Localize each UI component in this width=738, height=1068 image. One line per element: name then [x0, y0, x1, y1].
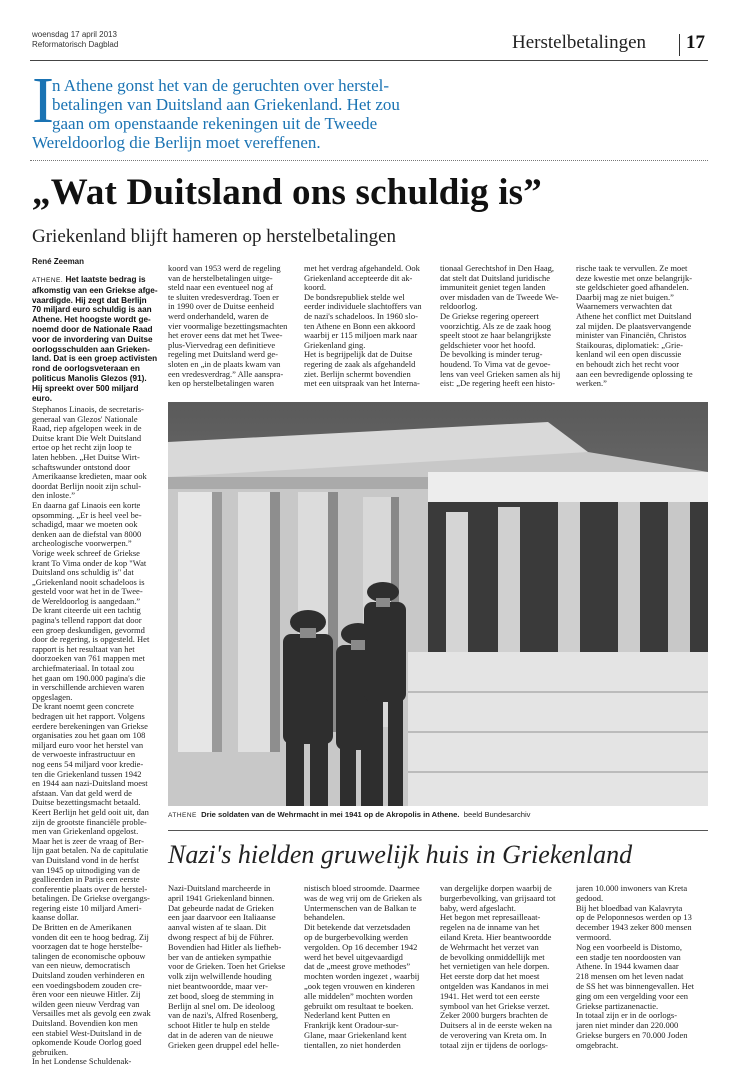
- intro-line: betalingen van Duitsland aan Griekenland. Het zou: [52, 95, 400, 114]
- text-line: Staikouras, diplomatiek: „Grie-: [576, 340, 683, 350]
- text-line: regering eiste 10 miljard Ameri-: [32, 903, 142, 913]
- text-line: april 1941 Griekenland binnen.: [168, 893, 275, 903]
- text-line: Nazi-Duitsland marcheerde in: [168, 884, 271, 893]
- text-line: En daarna gaf Linaois een korte: [32, 500, 141, 510]
- byline: René Zeeman: [32, 257, 85, 266]
- text-line: Duitsland. Bovendien kon men: [32, 1019, 138, 1028]
- article-column-5: [576, 264, 706, 389]
- text-line: lens van veel Grieken samen als hij: [440, 369, 561, 379]
- text-line: Glane, maar Griekenland kent: [304, 1030, 407, 1040]
- text-line: de nazi's schadeloos. In 1960 slo-: [304, 311, 418, 321]
- text-line: men van Griekenland opgelost.: [32, 827, 139, 837]
- intro-line: n Athene gonst het van de geruchten over herstel-: [52, 76, 390, 95]
- text-line: dwong respect af bij de Führer.: [168, 932, 274, 942]
- text-line: ten Athene en Bonn een akkoord: [304, 321, 416, 331]
- text-line: vermoord.: [576, 932, 612, 942]
- text-line: krant To Vima onder de kop "Wat: [32, 558, 147, 568]
- text-line: Athene het conflict met Duitsland: [576, 311, 692, 321]
- text-line: Athene. Het hoogste wordt ge-: [32, 315, 151, 325]
- text-line: mochten worden ingezet , waarbij: [304, 972, 420, 982]
- text-line: den inloste.”: [32, 491, 75, 501]
- text-line: een stabiel West-Duitsland in de: [32, 1028, 142, 1038]
- text-line: afstaan. Van dat geld werd de: [32, 788, 132, 798]
- text-line: behandelen.: [304, 913, 345, 923]
- text-line: ontgelden was Kandanos in mei: [440, 981, 549, 991]
- text-line: De bondsrepubliek stelde wel: [304, 292, 405, 302]
- text-line: ken op herstelbetalingen waren: [168, 379, 274, 389]
- text-line: nog eens 54 miljard voor kredie-: [32, 759, 144, 769]
- text-line: Grieken geen druppel edel helle-: [168, 1040, 280, 1050]
- article-column-3: [304, 264, 432, 389]
- text-line: Duitsland zouden verhinderen en: [32, 971, 145, 981]
- text-line: denken aan de diefstal van 8000: [32, 529, 142, 539]
- text-line: Vorige week schreef de Griekse: [32, 548, 140, 558]
- text-line: Het eerste dorp dat het moest: [440, 972, 540, 982]
- text-line: geallieerden in Parijs een eerste: [32, 875, 140, 885]
- text-line: sloten en „in de plaats kwam van: [168, 359, 281, 369]
- text-line: houdend. To Vima vat de gevoe-: [440, 359, 551, 369]
- text-line: Griekse partizanenactie.: [576, 1001, 659, 1011]
- text-line: „ook tegen vrouwen en kinderen: [304, 981, 415, 991]
- text-line: de verwoeste infrastructuur en: [32, 750, 136, 760]
- intro-text: [32, 76, 462, 152]
- text-line: waarbij er 115 miljoen mark naar: [304, 331, 418, 341]
- text-line: een groep deskundigen, gevormd: [32, 625, 145, 635]
- second-article-column-3: [440, 884, 568, 1051]
- text-line: gesteld voor wat het in de Twee-: [32, 587, 143, 597]
- text-line: volk zijn welwillende houding: [168, 972, 272, 982]
- text-line: Zeker 2000 burgers brachten de: [440, 1011, 548, 1021]
- text-line: koord van 1953 werd de regeling: [168, 264, 281, 273]
- text-line: nistisch bloed stroomde. Daarmee: [304, 884, 420, 893]
- text-line: In het Londense Schuldenak-: [32, 1057, 132, 1067]
- text-line: het vernietigen van hele dorpen.: [440, 962, 550, 972]
- text-line: schoot Hitler te hulp en stelde: [168, 1021, 270, 1031]
- second-article-column-1: [168, 884, 296, 1051]
- text-line: totaal zijn er tijdens de oorlogs-: [440, 1040, 548, 1050]
- text-line: eist: „De regering heeft een histo-: [440, 379, 555, 389]
- text-line: koord.: [304, 283, 326, 293]
- text-line: 70 miljard euro schuldig is aan: [32, 305, 152, 315]
- article-column-4: [440, 264, 568, 389]
- text-line: werken.”: [576, 379, 607, 389]
- dateline: ATHENE.: [32, 277, 64, 284]
- text-line: politicus Manolis Glezos (91).: [32, 373, 147, 383]
- text-line: Griekse burgers en 70.000 Joden: [576, 1030, 688, 1040]
- text-line: omgebracht.: [576, 1040, 619, 1050]
- text-line: deze kwestie met onze belangrijk-: [576, 273, 693, 283]
- text-line: en behoudt zich het recht voor: [576, 359, 680, 369]
- text-line: plus-Viervedrag een definitieve: [168, 340, 276, 350]
- text-line: een vredesverdrag.” Alle aanspra-: [168, 369, 284, 379]
- text-line: De Griekse regering opereert: [440, 311, 539, 321]
- text-line: Frankrijk kent Oradour-sur-: [304, 1021, 399, 1031]
- text-line: aan een bevredigende oplossing te: [576, 369, 693, 379]
- text-line: In totaal zijn er in de oorlogs-: [576, 1011, 678, 1021]
- text-line: Versailles met als gevolg een zwak: [32, 1009, 151, 1019]
- issue-date: woensdag 17 april 2013: [32, 30, 117, 39]
- header-divider: [679, 34, 680, 56]
- article-lede: [32, 275, 160, 403]
- text-line: Dit betekende dat verzetsdaden: [304, 923, 411, 933]
- newspaper-name: Reformatorisch Dagblad: [32, 40, 119, 49]
- text-line: ging om een vergelding voor een: [576, 991, 688, 1001]
- page-number: 17: [686, 32, 705, 53]
- text-line: tientallen, zo niet honderden: [304, 1040, 401, 1050]
- photo-caption: [168, 810, 708, 819]
- text-line: pagina's tellend rapport dat door: [32, 616, 142, 626]
- text-line: Daarbij mag ze niet buigen.”: [576, 292, 674, 302]
- text-line: Nog een voorbeeld is Distomo,: [576, 942, 682, 952]
- text-line: opgeslagen.: [32, 692, 73, 702]
- photo-illustration: [168, 402, 708, 806]
- text-line: gedood.: [576, 893, 604, 903]
- text-line: rische taak te vervullen. Ze moet: [576, 264, 688, 273]
- text-line: zijn de grootste financiële proble-: [32, 817, 147, 827]
- text-line: in 1990 over de Duitse eenheid: [168, 302, 274, 312]
- second-article-headline: Nazi's hielden gruwelijk huis in Griekenland: [168, 840, 633, 869]
- text-line: speelt stoot ze haar belangrijkste: [440, 331, 551, 341]
- text-line: archeologische voorwerpen.”: [32, 539, 132, 549]
- masthead-info: [32, 30, 118, 50]
- header-rule: [30, 60, 708, 61]
- text-line: Amerikaanse kredieten, maar ook: [32, 472, 147, 482]
- text-line: Untermenschen van de Balkan te: [304, 903, 417, 913]
- text-line: vonden dit een te hoog bedrag. Zij: [32, 932, 149, 942]
- text-line: jaren 10.000 inwoners van Kreta: [576, 884, 688, 893]
- text-line: kaanse dollar.: [32, 913, 79, 923]
- text-line: Duitsland ons schuldig is" dat: [32, 568, 134, 578]
- text-line: oorlogsschulden aan Grieken-: [32, 344, 150, 354]
- text-line: Berlijn al snel om. De ideoloog: [168, 1001, 275, 1011]
- text-line: afkomstig van een Griekse afge-: [32, 285, 158, 295]
- text-line: het gaan om 190.000 pagina's die: [32, 673, 146, 683]
- text-line: vergolden. Op 16 december 1942: [304, 942, 418, 952]
- text-line: een jaar daarvoor een Italiaanse: [168, 913, 276, 923]
- text-line: „Griekenland nooit schadeloos is: [32, 577, 145, 587]
- text-line: opsomming. „Er is heel veel be-: [32, 510, 142, 520]
- text-line: gebruikt om resultaat te boeken.: [304, 1001, 414, 1011]
- text-line: rond de oorlogsveteraan en: [32, 364, 140, 374]
- intro-line: gaan om openstaande rekeningen uit de Tweede: [52, 114, 378, 133]
- text-line: Athene. In 1944 kwamen daar: [576, 962, 679, 972]
- text-line: Duitse bezettingsmacht betaald.: [32, 798, 141, 808]
- text-line: organisaties zou het gaan om 108: [32, 731, 146, 741]
- text-line: noemd door de Nationale Raad: [32, 324, 153, 334]
- text-line: Het begon met represailleaat-: [440, 913, 541, 923]
- text-line: minister van Financiën, Christos: [576, 331, 687, 341]
- article-column-2: [168, 264, 296, 389]
- text-line: conferentie plaats over de herstel-: [32, 884, 148, 894]
- text-line: op de Peloponnesos werden op 13: [576, 913, 692, 923]
- text-line: regering de zaak als afgehandeld: [304, 359, 416, 369]
- text-line: gebruiken.: [32, 1047, 69, 1057]
- text-line: een stadje ten noordoosten van: [576, 952, 681, 962]
- text-line: was de weg vrij om de Grieken als: [304, 893, 422, 903]
- text-line: kenland wil een open discussie: [576, 350, 682, 360]
- text-line: baby, werd afgeslacht.: [440, 903, 516, 913]
- text-line: aanval wisten af te slaan. Dit: [168, 923, 267, 933]
- intro-divider: [30, 160, 708, 161]
- text-line: De krant noemt geen concrete: [32, 702, 134, 712]
- text-line: Hij spreekt over 500 miljard: [32, 383, 139, 393]
- text-line: regelen na de inname van het: [440, 923, 540, 933]
- text-line: met een uitspraak van het Interna-: [304, 379, 420, 389]
- text-line: ziet. Berlijn schermt bovendien: [304, 369, 411, 379]
- text-line: december 1943 zeker 800 mensen: [576, 923, 692, 933]
- text-line: ertoe op het recht zijn loop te: [32, 443, 132, 453]
- text-line: Dat gebeurde nadat de Grieken: [168, 903, 274, 913]
- text-line: de Wehrmacht het verzet van: [440, 942, 539, 952]
- text-line: schaftswunder ontstond door: [32, 462, 131, 472]
- text-line: archiefmateriaal. In totaal zou: [32, 664, 134, 674]
- section-title: Herstelbetalingen: [512, 32, 647, 53]
- text-line: de SS het was binnengevallen. Het: [576, 981, 695, 991]
- text-line: Maar het is zeer de vraag of Ber-: [32, 836, 144, 846]
- text-line: doorzoeken van 761 mappen met: [32, 654, 145, 664]
- text-line: land. Dat is een groep activisten: [32, 354, 158, 364]
- text-line: zet bood, sloeg de stemming in: [168, 991, 274, 1001]
- text-line: en 1944 aan nazi-Duitsland moest: [32, 779, 148, 789]
- text-line: eerder individuele slachtoffers van: [304, 302, 422, 312]
- text-line: ëren voor een nieuwe Hitler. Zij: [32, 990, 141, 1000]
- text-line: vier voormalige bezettingsmachten: [168, 321, 288, 331]
- text-line: van Duitsland vond in de herfst: [32, 855, 139, 865]
- text-line: Bij het bloedbad van Kalavryta: [576, 903, 683, 913]
- text-line: Griekenland accepteerde dit ak-: [304, 273, 413, 283]
- text-line: werd onderhandeld, waren de: [168, 311, 269, 321]
- text-line: de Wereldoorlog is aangedaan.”: [32, 596, 141, 606]
- text-line: van de nazi's, Alfred Rosenberg,: [168, 1011, 278, 1021]
- text-line: rapport is het resultaat van het: [32, 644, 135, 654]
- text-line: talingen de economische opbouw: [32, 951, 146, 961]
- text-line: doordat Berlijn nooit zijn schul-: [32, 481, 142, 491]
- text-line: in verschillende archieven waren: [32, 683, 145, 693]
- text-line: tionaal Gerechtshof in Den Haag,: [440, 264, 554, 273]
- lede-line: Het laatste bedrag is: [65, 275, 146, 284]
- text-line: te sluiten vredesverdrag. Toen er: [168, 292, 279, 302]
- text-line: 218 mensen om het leven nadat: [576, 972, 684, 982]
- text-line: van een nieuw, democratisch: [32, 961, 131, 971]
- text-line: symbool van het Griekse verzet.: [440, 1001, 550, 1011]
- text-line: reldoorlog.: [440, 302, 478, 312]
- photo-acropolis-soldiers: [168, 402, 708, 806]
- article-subheadline: Griekenland blijft hameren op herstelbetalingen: [32, 226, 397, 247]
- text-line: lijn gaat betalen. Na de capitulatie: [32, 846, 149, 856]
- article-column-1: [32, 405, 160, 1067]
- text-line: laten hebben. „Het Duitse Wirt-: [32, 452, 140, 462]
- text-line: eiland Kreta. Hier beantwoordde: [440, 932, 552, 942]
- text-line: over misdaden van de Tweede We-: [440, 292, 559, 302]
- text-line: vaardigde. Hij zegt dat Berlijn: [32, 295, 147, 305]
- text-line: Nederland kent Putten en: [304, 1011, 391, 1021]
- text-line: Griekenland ging.: [304, 340, 366, 350]
- text-line: Waarnemers verwachten dat: [576, 302, 673, 312]
- text-line: Duitse krant Die Welt Duitsland: [32, 433, 142, 443]
- text-line: met het verdrag afgehandeld. Ook: [304, 264, 420, 273]
- text-line: Stephanos Linaois, de secretaris-: [32, 405, 144, 414]
- second-article-column-2: [304, 884, 432, 1051]
- text-line: dat de „meest grove methodes”: [304, 962, 411, 972]
- second-article-rule: [168, 830, 708, 831]
- text-line: op de burgerbevolking werden: [304, 932, 408, 942]
- text-line: betalingen. De Griekse overgangs-: [32, 894, 150, 904]
- text-line: een voedingsbodem zouden cre-: [32, 980, 142, 990]
- text-line: De krant citeerde uit een tachtig: [32, 606, 141, 616]
- text-line: euro.: [32, 393, 53, 403]
- text-line: immuniteit geniet tegen landen: [440, 283, 546, 293]
- text-line: steld naar een eventueel nog af: [168, 283, 274, 293]
- text-line: Bovendien had Hitler als liefheb-: [168, 942, 282, 952]
- photo-credit: beeld Bundesarchiv: [463, 810, 531, 819]
- text-line: Het is begrijpelijk dat de Duitse: [304, 350, 413, 360]
- text-line: van 1945 op uitnodiging van de: [32, 865, 140, 875]
- text-line: wilden geen nieuw Verdrag van: [32, 999, 140, 1009]
- text-line: generaal van Glezos' Nationale: [32, 414, 138, 424]
- intro-line: Wereldoorlog die Berlijn moet vereffenen.: [32, 133, 321, 152]
- text-line: het erover eens dat met het Twee-: [168, 331, 283, 341]
- text-line: jaren niet minder dan 220.000: [576, 1021, 679, 1031]
- text-line: werd het bevel uitgevaardigd: [304, 952, 403, 962]
- text-line: dat stelt dat Duitsland juridische: [440, 273, 551, 283]
- text-line: zal mijden. De plaatsvervangende: [576, 321, 692, 331]
- caption-keyword: ATHENE: [168, 812, 197, 819]
- article-headline: „Wat Duitsland ons schuldig is”: [32, 172, 542, 213]
- text-line: schadigd, maar we moeten ook: [32, 520, 138, 530]
- text-line: niet beantwoordde, maar ver-: [168, 981, 268, 991]
- intro-dropcap: I: [32, 64, 54, 137]
- text-line: Duitsers al in de eerste weken na: [440, 1021, 552, 1031]
- text-line: geldschieter voor het hoofd.: [440, 340, 536, 350]
- text-line: bedragen uit het rapport. Volgens: [32, 712, 145, 721]
- text-line: alle middelen” mochten worden: [304, 991, 413, 1001]
- text-line: De bevolking is minder terug-: [440, 350, 543, 360]
- text-line: miljard euro voor het herstel van: [32, 740, 144, 750]
- text-line: regeling met Duitsland werd ge-: [168, 350, 278, 360]
- text-line: van dergelijke dorpen waarbij de: [440, 884, 552, 893]
- text-line: ten die Griekenland tussen 1942: [32, 769, 142, 779]
- text-line: de verovering van Kreta om. In: [440, 1030, 547, 1040]
- text-line: de bevolking onmiddellijk met: [440, 952, 545, 962]
- text-line: opkomende Koude Oorlog goed: [32, 1038, 142, 1048]
- text-line: Raad, riep afgelopen week in de: [32, 424, 142, 434]
- text-line: De Britten en de Amerikanen: [32, 923, 132, 933]
- text-line: voor de Grieken. Toen het Griekse: [168, 962, 286, 972]
- text-line: van de herstelbetalingen uitge-: [168, 273, 273, 283]
- text-line: dat in de aderen van de nieuwe: [168, 1030, 274, 1040]
- text-line: Keert Berlijn het geld ooit uit, dan: [32, 807, 149, 817]
- text-line: 1941. Het werd tot een eerste: [440, 991, 540, 1001]
- text-line: ber van de antieken sympathie: [168, 952, 272, 962]
- text-line: voorzagen dat te hoge herstelbe-: [32, 942, 143, 952]
- text-line: door de regering, is opgesteld. Het: [32, 635, 150, 645]
- second-article-column-4: [576, 884, 706, 1051]
- text-line: voor de invordering van Duitse: [32, 334, 153, 344]
- caption-text: Drie soldaten van de Wehrmacht in mei 1941 op de Akropolis in Athene.: [201, 810, 460, 819]
- text-line: ste geldschieter goed afhandelen.: [576, 283, 689, 293]
- text-line: eerdere berekeningen van Griekse: [32, 721, 148, 731]
- text-line: voorzichtig. Als ze de zaak hoog: [440, 321, 551, 331]
- text-line: burgerbevolking, van grijsaard tot: [440, 893, 556, 903]
